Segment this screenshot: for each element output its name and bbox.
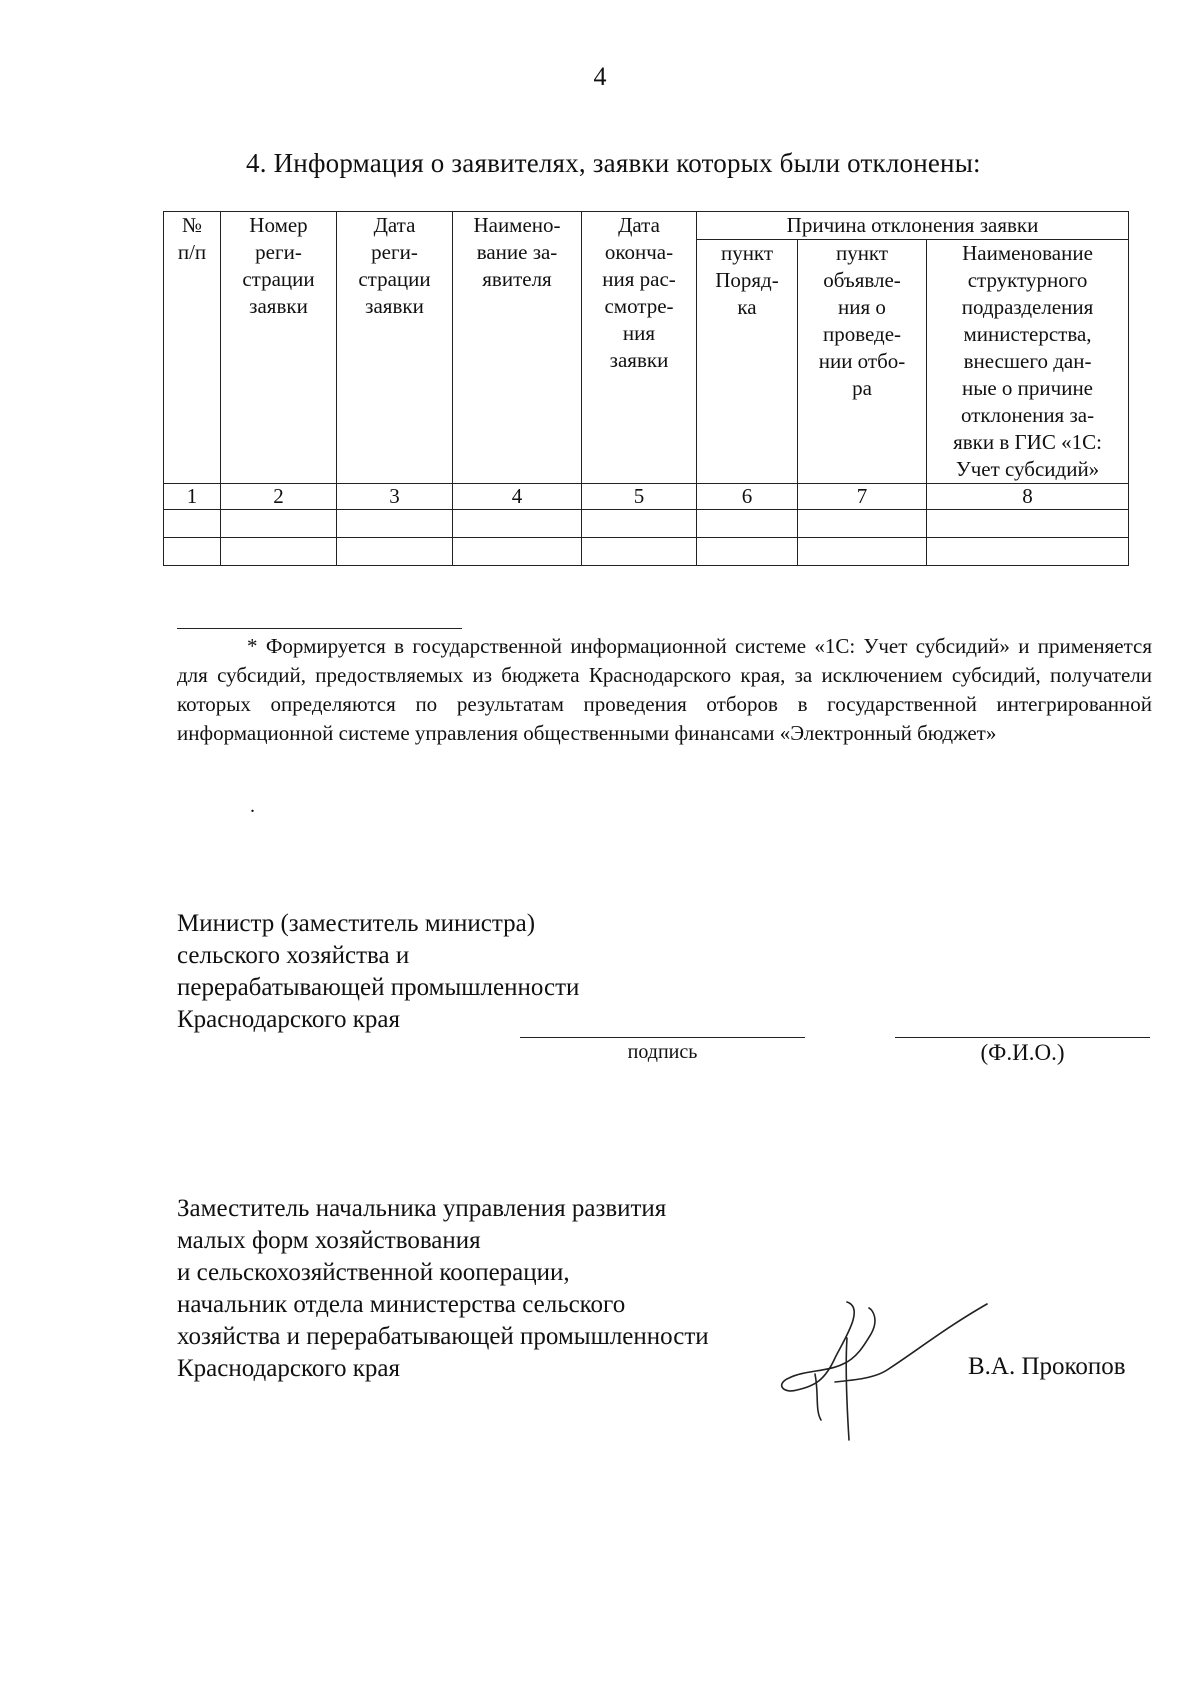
column-number: 7: [798, 484, 927, 510]
table-cell: [697, 510, 798, 538]
header-col-review-end-date: Дата оконча- ния рас- смотре- ния заявки: [582, 212, 697, 484]
section-title: 4. Информация о заявителях, заявки которых были отклонены:: [246, 148, 981, 178]
table-cell: [927, 538, 1129, 566]
column-number: 2: [221, 484, 337, 510]
table-row: [164, 510, 1129, 538]
table-column-number-row: [164, 484, 1129, 510]
table-cell: [221, 538, 337, 566]
table-cell: [164, 510, 221, 538]
header-col-number: № п/п: [164, 212, 221, 484]
column-number: 1: [164, 484, 221, 510]
header-col-procedure-clause: пункт Поряд- ка: [697, 240, 798, 484]
table-cell: [798, 538, 927, 566]
name-caption: (Ф.И.О.): [980, 1040, 1065, 1065]
handwritten-signature-icon: [775, 1298, 1005, 1468]
header-col-applicant-name: Наимено- вание за- явителя: [453, 212, 582, 484]
header-group-rejection-reason: Причина отклонения заявки: [697, 212, 1129, 240]
column-number: 5: [582, 484, 697, 510]
table-cell: [927, 510, 1129, 538]
table-cell: [337, 538, 453, 566]
signature-line: [520, 1037, 805, 1038]
footnote-divider: [177, 628, 462, 629]
table-cell: [697, 538, 798, 566]
table-cell: [582, 510, 697, 538]
table-header-row: [164, 212, 1129, 240]
rejected-applicants-table: [163, 211, 1129, 566]
table-cell: [582, 538, 697, 566]
table-cell: [337, 510, 453, 538]
table-cell: [798, 510, 927, 538]
column-number: 6: [697, 484, 798, 510]
approver-name: В.А. Прокопов: [968, 1353, 1126, 1380]
table-cell: [453, 510, 582, 538]
column-number: 8: [927, 484, 1129, 510]
minister-position: Министр (заместитель министра) сельского хозяйства и перерабатывающей промышленности Краснодарского края: [177, 910, 580, 1033]
name-line: [895, 1037, 1150, 1038]
stray-dot: .: [250, 795, 255, 817]
table-cell: [164, 538, 221, 566]
header-col-registration-date: Дата реги- страции заявки: [337, 212, 453, 484]
table-cell: [221, 510, 337, 538]
column-number: 4: [453, 484, 582, 510]
page-number: 4: [593, 62, 607, 91]
header-col-registration-number: Номер реги- страции заявки: [221, 212, 337, 484]
header-col-department-name: Наименование структурного подразделения министерства, внесшего дан- ные о причине отклонения за- явки в ГИС «1С: Учет субсидий»: [927, 240, 1129, 484]
header-col-announcement-clause: пункт объявле- ния о проведе- нии отбо- ра: [798, 240, 927, 484]
column-number: 3: [337, 484, 453, 510]
signature-caption: подпись: [627, 1041, 698, 1063]
footnote-text: * Формируется в государственной информационной системе «1С: Учет субсидий» и применяется для субсидий, предоствляемых из бюджета Краснодарского края, за исключением субсидий, получатели которых определяются по результатам проведения отборов в государственной интегрированной информационной системе управления общественными финансами «Электронный бюджет»: [177, 634, 1152, 745]
table-cell: [453, 538, 582, 566]
table-row: [164, 538, 1129, 566]
approver-position: Заместитель начальника управления развития малых форм хозяйствования и сельскохозяйственной кооперации, начальник отдела министерства сельского хозяйства и перерабатывающей промышленности Краснодарского края: [177, 1195, 709, 1382]
